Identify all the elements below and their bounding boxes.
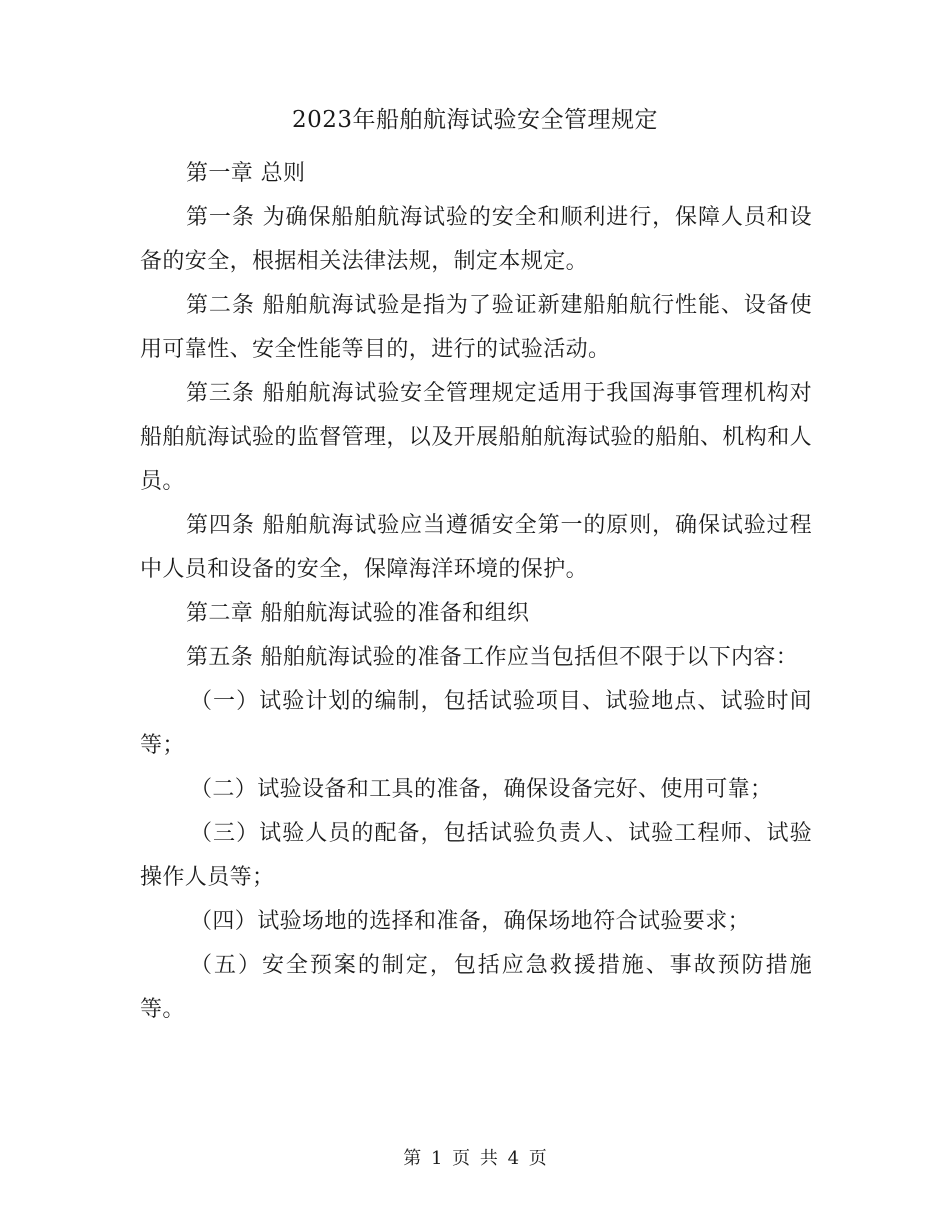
list-item: （一）试验计划的编制，包括试验项目、试验地点、试验时间等； (140, 689, 812, 758)
chapter-heading: 第一章 总则 (186, 161, 306, 186)
article-paragraph: 第二条 船舶航海试验是指为了验证新建船舶航行性能、设备使用可靠性、安全性能等目的，进行的试验活动。 (140, 293, 812, 362)
article-paragraph: 第一条 为确保船舶航海试验的安全和顺利进行，保障人员和设备的安全，根据相关法律法规，制定本规定。 (140, 205, 812, 274)
document-body (140, 152, 812, 1032)
article-paragraph: 第四条 船舶航海试验应当遵循安全第一的原则，确保试验过程中人员和设备的安全，保障海洋环境的保护。 (140, 513, 812, 582)
article-paragraph: 第三条 船舶航海试验安全管理规定适用于我国海事管理机构对船舶航海试验的监督管理，以及开展船舶航海试验的船舶、机构和人员。 (140, 381, 813, 494)
page-footer: 第 1 页 共 4 页 (403, 1148, 547, 1169)
list-item: （二）试验设备和工具的准备，确保设备完好、使用可靠； (190, 777, 773, 802)
article-paragraph: 第五条 船舶航海试验的准备工作应当包括但不限于以下内容： (186, 645, 799, 670)
list-item: （五）安全预案的制定，包括应急救援措施、事故预防措施等。 (140, 953, 812, 1022)
list-item: （三）试验人员的配备，包括试验负责人、试验工程师、试验操作人员等； (140, 821, 812, 890)
document-title: 2023年船舶航海试验安全管理规定 (291, 107, 659, 133)
chapter-heading: 第二章 船舶航海试验的准备和组织 (186, 601, 530, 626)
list-item: （四）试验场地的选择和准备，确保场地符合试验要求； (190, 909, 751, 934)
